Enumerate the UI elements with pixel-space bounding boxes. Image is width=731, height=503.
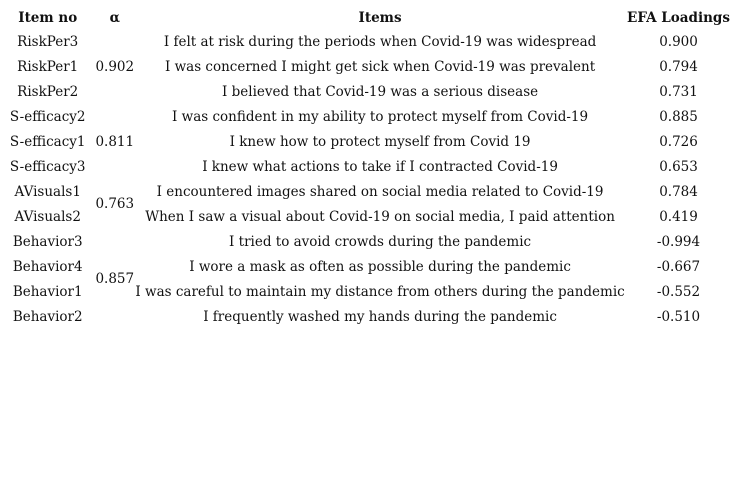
item-text-cell: I frequently washed my hands during the pandemic [203, 308, 557, 325]
header-efa-loadings: EFA Loadings [627, 9, 730, 26]
alpha-cell: 0.811 [95, 133, 135, 150]
loading-cell: 0.419 [659, 208, 698, 225]
alpha-cell: 0.902 [95, 58, 135, 75]
item-no-cell: Behavior1 [12, 283, 83, 300]
loading-cell: -0.994 [656, 233, 701, 250]
item-no-cell: AVisuals1 [14, 183, 81, 200]
item-no-cell: RiskPer1 [17, 58, 79, 75]
item-no-cell: S-efficacy3 [9, 158, 86, 175]
efa-loadings-table [0, 6, 731, 329]
loading-cell: 0.794 [659, 58, 698, 75]
header-alpha: α [109, 9, 120, 26]
loading-cell: 0.731 [659, 83, 698, 100]
item-text-cell: I believed that Covid-19 was a serious disease [222, 83, 539, 100]
item-text-cell: I knew how to protect myself from Covid 19 [229, 133, 531, 150]
header-item-no: Item no [18, 9, 78, 26]
alpha-cell: 0.857 [95, 271, 135, 287]
loading-cell: -0.510 [656, 308, 701, 325]
loading-cell: 0.726 [659, 133, 698, 150]
item-no-cell: RiskPer3 [17, 33, 79, 50]
item-text-cell: I knew what actions to take if I contracted Covid-19 [202, 158, 558, 175]
item-text-cell: I tried to avoid crowds during the pandemic [229, 233, 532, 250]
item-text-cell: I encountered images shared on social media related to Covid-19 [156, 183, 604, 200]
header-items: Items [358, 9, 402, 26]
item-no-cell: AVisuals2 [14, 208, 81, 225]
item-text-cell: I wore a mask as often as possible during the pandemic [189, 258, 571, 275]
loading-cell: -0.667 [656, 258, 701, 275]
loading-cell: 0.885 [659, 108, 698, 125]
item-no-cell: S-efficacy1 [9, 133, 86, 150]
item-text-cell: I felt at risk during the periods when Covid-19 was widespread [163, 33, 597, 50]
item-no-cell: Behavior3 [12, 233, 83, 250]
item-no-cell: S-efficacy2 [9, 108, 86, 125]
item-text-cell: I was careful to maintain my distance from others during the pandemic [135, 283, 625, 300]
item-text-cell: I was concerned I might get sick when Covid-19 was prevalent [164, 58, 596, 75]
loading-cell: -0.552 [656, 283, 701, 300]
loading-cell: 0.784 [659, 183, 698, 200]
alpha-cell: 0.763 [95, 196, 135, 212]
item-no-cell: Behavior2 [12, 308, 83, 325]
loading-cell: 0.900 [659, 33, 698, 50]
table-row [0, 104, 731, 129]
header-row [0, 6, 731, 29]
item-no-cell: Behavior4 [12, 258, 83, 275]
item-text-cell: I was confident in my ability to protect myself from Covid-19 [172, 108, 589, 125]
item-no-cell: RiskPer2 [17, 83, 79, 100]
table-row [0, 179, 731, 204]
table-row [0, 29, 731, 54]
loading-cell: 0.653 [659, 158, 698, 175]
item-text-cell: When I saw a visual about Covid-19 on social media, I paid attention [145, 208, 615, 225]
table-row [0, 229, 731, 254]
